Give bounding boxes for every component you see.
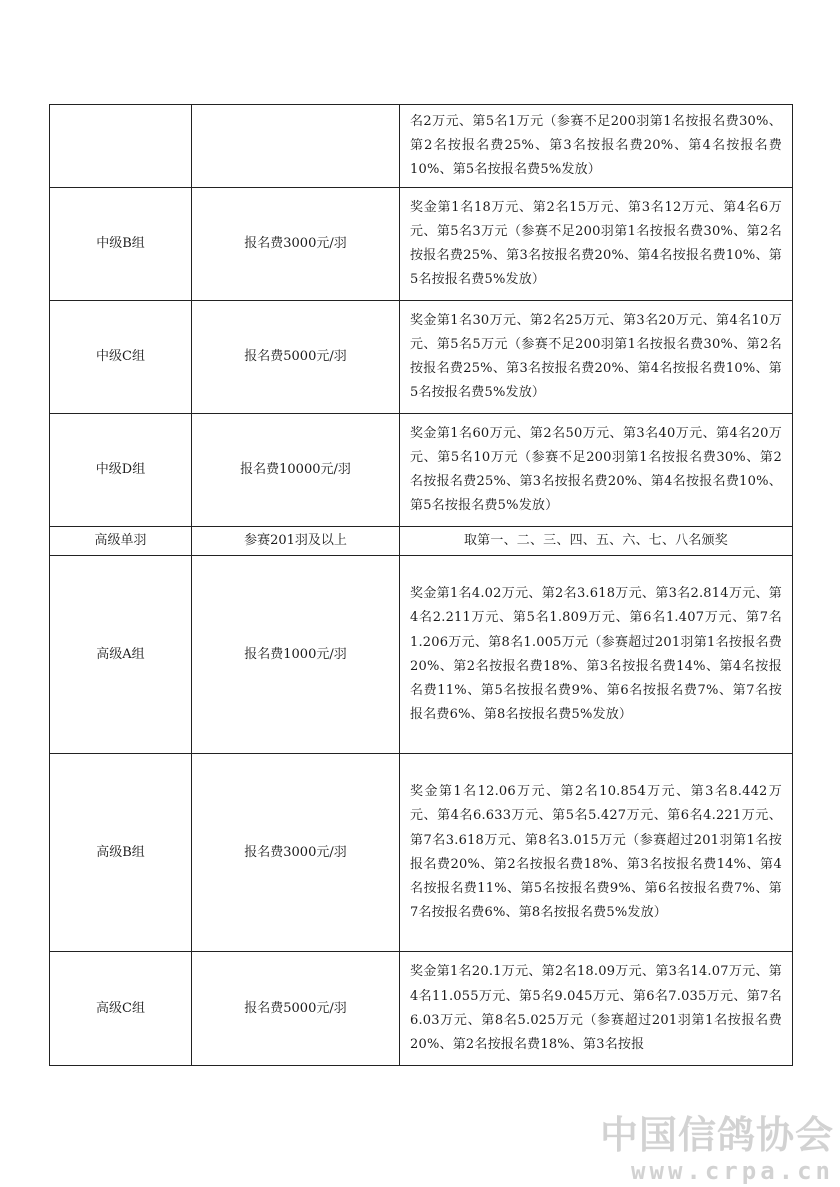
table-row (50, 301, 793, 414)
fee-cell: 报名费3000元/羽 (192, 754, 400, 952)
watermark (600, 1113, 834, 1185)
group-cell: 中级D组 (50, 414, 192, 527)
table-row (50, 188, 793, 301)
prize-table (49, 104, 793, 1066)
fee-cell: 报名费5000元/羽 (192, 952, 400, 1066)
watermark-name: 中国信鸽协会 (599, 1113, 834, 1157)
fee-cell (192, 105, 400, 188)
fee-cell: 报名费5000元/羽 (192, 301, 400, 414)
prize-cell: 奖金第1名30万元、第2名25万元、第3名20万元、第4名10万元、第5名5万元（参赛不足200羽第1名按报名费30%、第2名按报名费25%、第3名按报名费20%、第4名按报名费10%、第5名按报名费5%发放） (400, 301, 793, 414)
prize-cell: 奖金第1名4.02万元、第2名3.618万元、第3名2.814万元、第4名2.211万元、第5名1.809万元、第6名1.407万元、第7名1.206万元、第8名1.005万元（参赛超过201羽第1名按报名费20%、第2名按报名费18%、第3名按报名费14%、第4名按报名费11%、第5名按报名费9%、第6名按报名费7%、第7名按报名费6%、第8名按报名费5%发放） (400, 556, 793, 754)
group-cell: 高级C组 (50, 952, 192, 1066)
fee-cell: 报名费10000元/羽 (192, 414, 400, 527)
prize-cell: 奖金第1名20.1万元、第2名18.09万元、第3名14.07万元、第4名11.055万元、第5名9.045万元、第6名7.035万元、第7名6.03万元、第8名5.025万元（参赛超过201羽第1名按报名费20%、第2名按报名费18%、第3名按报 (400, 952, 793, 1066)
table-row (50, 414, 793, 527)
prize-cell: 名2万元、第5名1万元（参赛不足200羽第1名按报名费30%、第2名按报名费25%、第3名按报名费20%、第4名按报名费10%、第5名按报名费5%发放） (400, 105, 793, 188)
fee-cell: 报名费3000元/羽 (192, 188, 400, 301)
group-cell: 中级B组 (50, 188, 192, 301)
table-row (50, 754, 793, 952)
watermark-url: www.crpa.cn (631, 1157, 834, 1185)
prize-cell: 取第一、二、三、四、五、六、七、八名颁奖 (400, 527, 793, 556)
group-cell (50, 105, 192, 188)
fee-cell: 报名费1000元/羽 (192, 556, 400, 754)
table-row (50, 556, 793, 754)
fee-cell: 参赛201羽及以上 (192, 527, 400, 556)
table-row (50, 527, 793, 556)
table-row (50, 105, 793, 188)
prize-cell: 奖金第1名12.06万元、第2名10.854万元、第3名8.442万元、第4名6.633万元、第5名5.427万元、第6名4.221万元、第7名3.618万元、第8名3.015万元（参赛超过201羽第1名按报名费20%、第2名按报名费18%、第3名按报名费14%、第4名按报名费11%、第5名按报名费9%、第6名按报名费7%、第7名按报名费6%、第8名按报名费5%发放） (400, 754, 793, 952)
group-cell: 高级B组 (50, 754, 192, 952)
group-cell: 高级A组 (50, 556, 192, 754)
group-cell: 中级C组 (50, 301, 192, 414)
table-row (50, 952, 793, 1066)
prize-cell: 奖金第1名18万元、第2名15万元、第3名12万元、第4名6万元、第5名3万元（参赛不足200羽第1名按报名费30%、第2名按报名费25%、第3名按报名费20%、第4名按报名费10%、第5名按报名费5%发放） (400, 188, 793, 301)
group-cell: 高级单羽 (50, 527, 192, 556)
prize-cell: 奖金第1名60万元、第2名50万元、第3名40万元、第4名20万元、第5名10万元（参赛不足200羽第1名按报名费30%、第2名按报名费25%、第3名按报名费20%、第4名按报名费10%、第5名按报名费5%发放） (400, 414, 793, 527)
